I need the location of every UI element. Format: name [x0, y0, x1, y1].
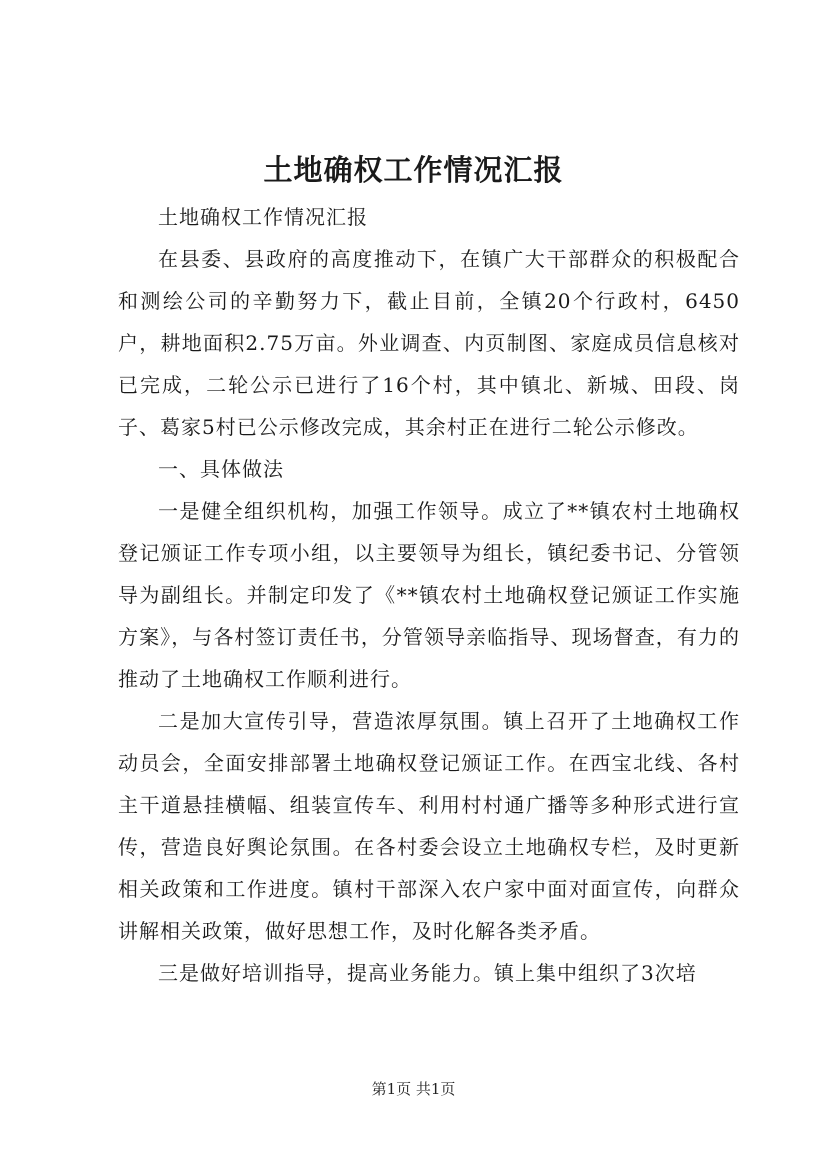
paragraph-publicity: 二是加大宣传引导，营造浓厚氛围。镇上召开了土地确权工作动员会，全面安排部署土地确权登记颁证工作。在西宝北线、各村主干道悬挂横幅、组装宣传车、利用村村通广播等多种形式进行宣传，营造良好舆论氛围。在各村委会设立土地确权专栏，及时更新相关政策和工作进度。镇村干部深入农户家中面对面宣传，向群众讲解相关政策，做好思想工作，及时化解各类矛盾。	[118, 709, 740, 943]
page-footer: 第1页 共1页	[371, 1080, 456, 1098]
paragraph-overview: 在县委、县政府的高度推动下，在镇广大干部群众的积极配合和测绘公司的辛勤努力下，截止目前，全镇20个行政村，6450户，耕地面积2.75万亩。外业调查、内页制图、家庭成员信息核对已完成，二轮公示已进行了16个村，其中镇北、新城、田段、岗子、葛家5村已公示修改完成，其余村正在进行二轮公示修改。	[118, 247, 740, 439]
document-body	[118, 196, 740, 994]
paragraph-organization: 一是健全组织机构，加强工作领导。成立了**镇农村土地确权登记颁证工作专项小组，以主要领导为组长，镇纪委书记、分管领导为副组长。并制定印发了《**镇农村土地确权登记颁证工作实施方案》，与各村签订责任书，分管领导亲临指导、现场督查，有力的推动了土地确权工作顺利进行。	[118, 499, 740, 691]
paragraph-heading-repeat: 土地确权工作情况汇报	[158, 205, 368, 229]
paragraph-training: 三是做好培训指导，提高业务能力。镇上集中组织了3次培	[158, 961, 697, 985]
section-heading-methods: 一、具体做法	[158, 457, 284, 481]
document-title: 土地确权工作情况汇报	[263, 153, 564, 187]
